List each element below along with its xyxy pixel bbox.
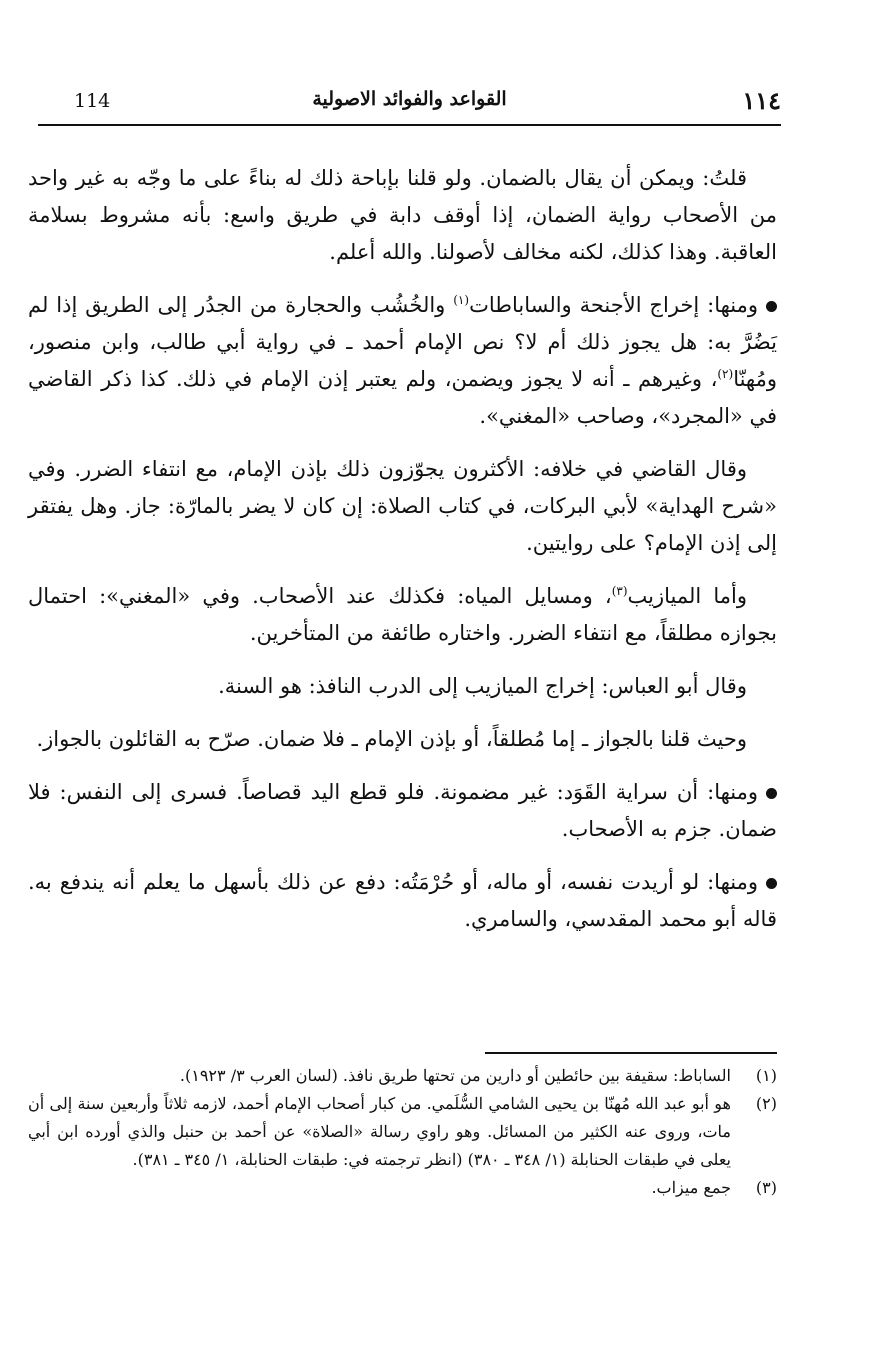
- header-rule: [38, 124, 781, 126]
- paragraph-2-part-b: والخُشُب والحجارة من الجدُر إلى الطريق إذا لم يَضُرَّ به: هل يجوز ذلك أم لا؟ نص الإمام أحمد ـ في رواية أبي طالب، وابن منصور، ومُهنّا: [28, 293, 777, 391]
- paragraph-7: [28, 774, 777, 848]
- footnote-number: (١): [755, 1066, 777, 1085]
- main-text: [28, 160, 777, 954]
- footnote-ref-1[interactable]: (١): [453, 293, 470, 307]
- footnote-text: جمع ميزاب.: [651, 1178, 731, 1197]
- running-title: القواعد والفوائد الاصولية: [312, 88, 507, 110]
- paragraph-7-text: ومنها: أن سراية القَوَد: غير مضمونة. فلو قطع اليد قصاصاً. فسرى إلى النفس: فلا ضمان. جزم به الأصحاب.: [28, 780, 777, 841]
- paragraph-4: [28, 578, 777, 652]
- footnote-ref-3[interactable]: (٣): [611, 584, 628, 598]
- footnote-1: [28, 1062, 777, 1090]
- footnote-separator: [485, 1052, 777, 1054]
- footnote-text: هو أبو عبد الله مُهنّا بن يحيى الشامي السُّلَمي. من كبار أصحاب الإمام أحمد، لازمه ثلاثاً وأربعين سنة إلى أن مات، وروى عنه الكثير من المسائل. وهو راوي رسالة «الصلاة» عن أحمد بن حنبل والذي أورده ابن أبي يعلى في طبقات الحنابلة (١/ ٣٤٨ ـ ٣٨٠) (انظر ترجمته في: طبقات الحنابلة، ١/ ٣٤٥ ـ ٣٨١).: [28, 1094, 731, 1169]
- footnote-number: (٣): [755, 1178, 777, 1197]
- paragraph-4-part-b: ، ومسايل المياه: فكذلك عند الأصحاب. وفي «المغني»: احتمال بجوازه مطلقاً، مع انتفاء الضرر. واختاره طائفة من المتأخرين.: [28, 584, 777, 645]
- paragraph-1: قلتُ: ويمكن أن يقال بالضمان. ولو قلنا بإباحة ذلك له بناءً على ما وجّه به غير واحد من الأصحاب رواية الضمان، إذا أوقف دابة في طريق واسع: بأنه مشروط بسلامة العاقبة. وهذا كذلك، لكنه مخالف لأصولنا. والله أعلم.: [28, 166, 777, 264]
- page-number-arabic: ١١٤: [742, 86, 781, 115]
- footnote-text: الساباط: سقيفة بين حائطين أو دارين من تحتها طريق نافذ. (لسان العرب ٣/ ١٩٢٣).: [179, 1066, 731, 1085]
- paragraph-2-part-a: ومنها: إخراج الأجنحة والساباطات: [469, 293, 759, 317]
- paragraph-4-part-a: وأما الميازيب: [627, 584, 747, 608]
- bullet-icon: [766, 301, 777, 312]
- footnote-2: [28, 1090, 777, 1174]
- paragraph-8: [28, 864, 777, 938]
- paragraph-3: وقال القاضي في خلافه: الأكثرون يجوّزون ذلك بإذن الإمام، مع انتفاء الضرر. وفي «شرح الهداية» لأبي البركات، في كتاب الصلاة: إن كان لا يضر بالمارّة: جاز. وهل يفتقر إلى إذن الإمام؟ على روايتين.: [28, 457, 777, 555]
- footnote-ref-2[interactable]: (٢): [717, 367, 734, 381]
- bullet-icon: [766, 878, 777, 889]
- paragraph-5: وقال أبو العباس: إخراج الميازيب إلى الدرب النافذ: هو السنة.: [218, 674, 747, 698]
- paragraph-2: [28, 287, 777, 435]
- running-header: [38, 86, 781, 126]
- footnote-3: [28, 1174, 777, 1202]
- paragraph-8-text: ومنها: لو أريدت نفسه، أو ماله، أو حُرْمَتُه: دفع عن ذلك بأسهل ما يعلم أنه يندفع به. قاله أبو محمد المقدسي، والسامري.: [28, 870, 777, 931]
- page-number-latin: 114: [74, 90, 111, 112]
- footnotes: [28, 1062, 777, 1202]
- bullet-icon: [766, 788, 777, 799]
- paragraph-6: وحيث قلنا بالجواز ـ إما مُطلقاً، أو بإذن الإمام ـ فلا ضمان. صرّح به القائلون بالجواز.: [36, 727, 747, 751]
- paragraph-2-part-c: ، وغيرهم ـ أنه لا يجوز ويضمن، ولم يعتبر إذن الإمام في ذلك. كذا ذكر القاضي في «المجرد»، وصاحب «المغني».: [28, 367, 777, 428]
- footnote-number: (٢): [755, 1094, 777, 1113]
